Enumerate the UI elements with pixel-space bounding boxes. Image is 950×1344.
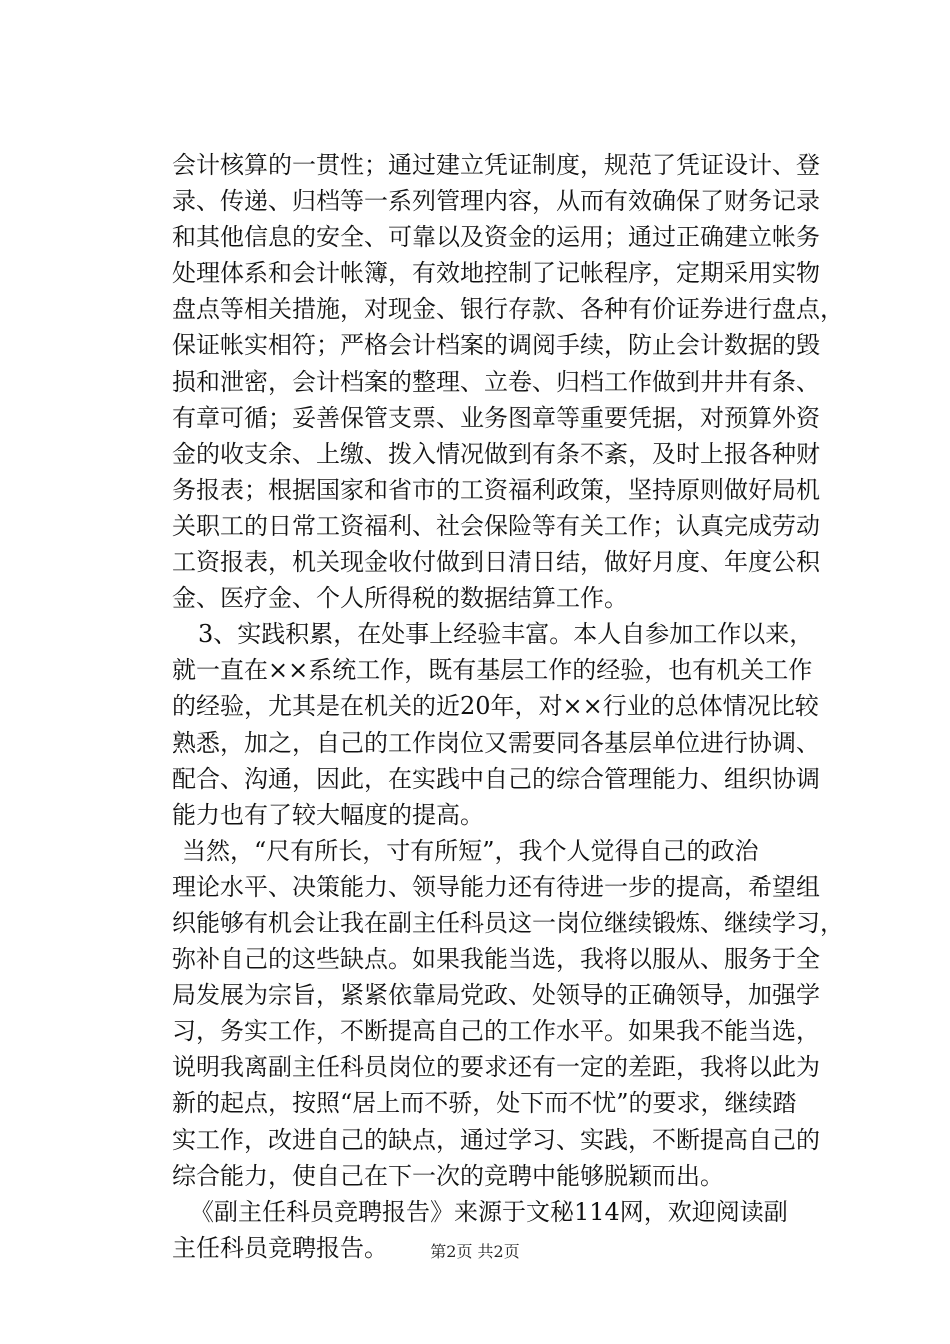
text-line: 局发展为宗旨，紧紧依靠局党政、处领导的正确领导，加强学 (172, 981, 820, 1010)
text-line: 理论水平、决策能力、领导能力还有待进一步的提高，希望组 (172, 872, 820, 901)
text-line: 综合能力，使自己在下一次的竞聘中能够脱颖而出。 (172, 1161, 724, 1190)
text-line-indented: 当然，“尺有所长，寸有所短”，我个人觉得自己的政治 (182, 836, 759, 865)
text-line: 就一直在××系统工作，既有基层工作的经验，也有机关工作 (172, 656, 813, 685)
text-line: 主任科员竞聘报告。 (172, 1233, 388, 1262)
page-number-footer: 第2页 共2页 (430, 1242, 520, 1261)
text-line: 熟悉，加之，自己的工作岗位又需要同各基层单位进行协调、 (172, 728, 820, 757)
paragraph-practical-experience (172, 616, 832, 833)
text-line: 处理体系和会计帐簿，有效地控制了记帐程序，定期采用实物 (172, 259, 820, 288)
paragraph-accounting-management (172, 147, 844, 616)
text-line: 习，务实工作，不断提高自己的工作水平。如果我不能当选， (172, 1017, 820, 1046)
text-line: 金、医疗金、个人所得税的数据结算工作。 (172, 584, 628, 613)
text-line: 实工作，改进自己的缺点，通过学习、实践，不断提高自己的 (172, 1125, 820, 1154)
text-line: 的经验，尤其是在机关的近20年，对××行业的总体情况比较 (172, 692, 819, 721)
text-line: 织能够有机会让我在副主任科员这一岗位继续锻炼、继续学习， (172, 908, 844, 937)
text-line: 弥补自己的这些缺点。如果我能当选，我将以服从、服务于全 (172, 945, 820, 974)
text-line: 关职工的日常工资福利、社会保险等有关工作；认真完成劳动 (172, 511, 820, 540)
text-line: 和其他信息的安全、可靠以及资金的运用；通过正确建立帐务 (172, 223, 820, 252)
text-line: 说明我离副主任科员岗位的要求还有一定的差距，我将以此为 (172, 1053, 820, 1082)
text-line: 会计核算的一贯性；通过建立凭证制度，规范了凭证设计、登 (172, 151, 820, 179)
text-line-indented: 《副主任科员竞聘报告》来源于文秘114网，欢迎阅读副 (190, 1197, 788, 1226)
text-line: 务报表；根据国家和省市的工资福利政策，坚持原则做好局机 (172, 475, 820, 504)
text-line: 金的收支余、上缴、拨入情况做到有条不紊，及时上报各种财 (172, 439, 820, 468)
text-line: 录、传递、归档等一系列管理内容，从而有效确保了财务记录 (172, 187, 820, 216)
text-line: 盘点等相关措施，对现金、银行存款、各种有价证券进行盘点， (172, 295, 844, 324)
text-line: 保证帐实相符；严格会计档案的调阅手续，防止会计数据的毁 (172, 331, 820, 360)
text-line: 能力也有了较大幅度的提高。 (172, 800, 484, 829)
text-line-indented: 3、实践积累，在处事上经验丰富。本人自参加工作以来， (198, 620, 814, 649)
text-line: 有章可循；妥善保管支票、业务图章等重要凭据，对预算外资 (172, 403, 820, 432)
text-line: 新的起点，按照“居上而不骄，处下而不忧”的要求，继续踏 (172, 1089, 797, 1118)
paragraph-conclusion (172, 833, 844, 1194)
text-line: 损和泄密，会计档案的整理、立卷、归档工作做到井井有条、 (172, 367, 820, 396)
document-body (172, 147, 844, 1266)
text-line: 工资报表，机关现金收付做到日清日结，做好月度、年度公积 (172, 548, 820, 577)
text-line: 配合、沟通，因此，在实践中自己的综合管理能力、组织协调 (172, 764, 820, 793)
